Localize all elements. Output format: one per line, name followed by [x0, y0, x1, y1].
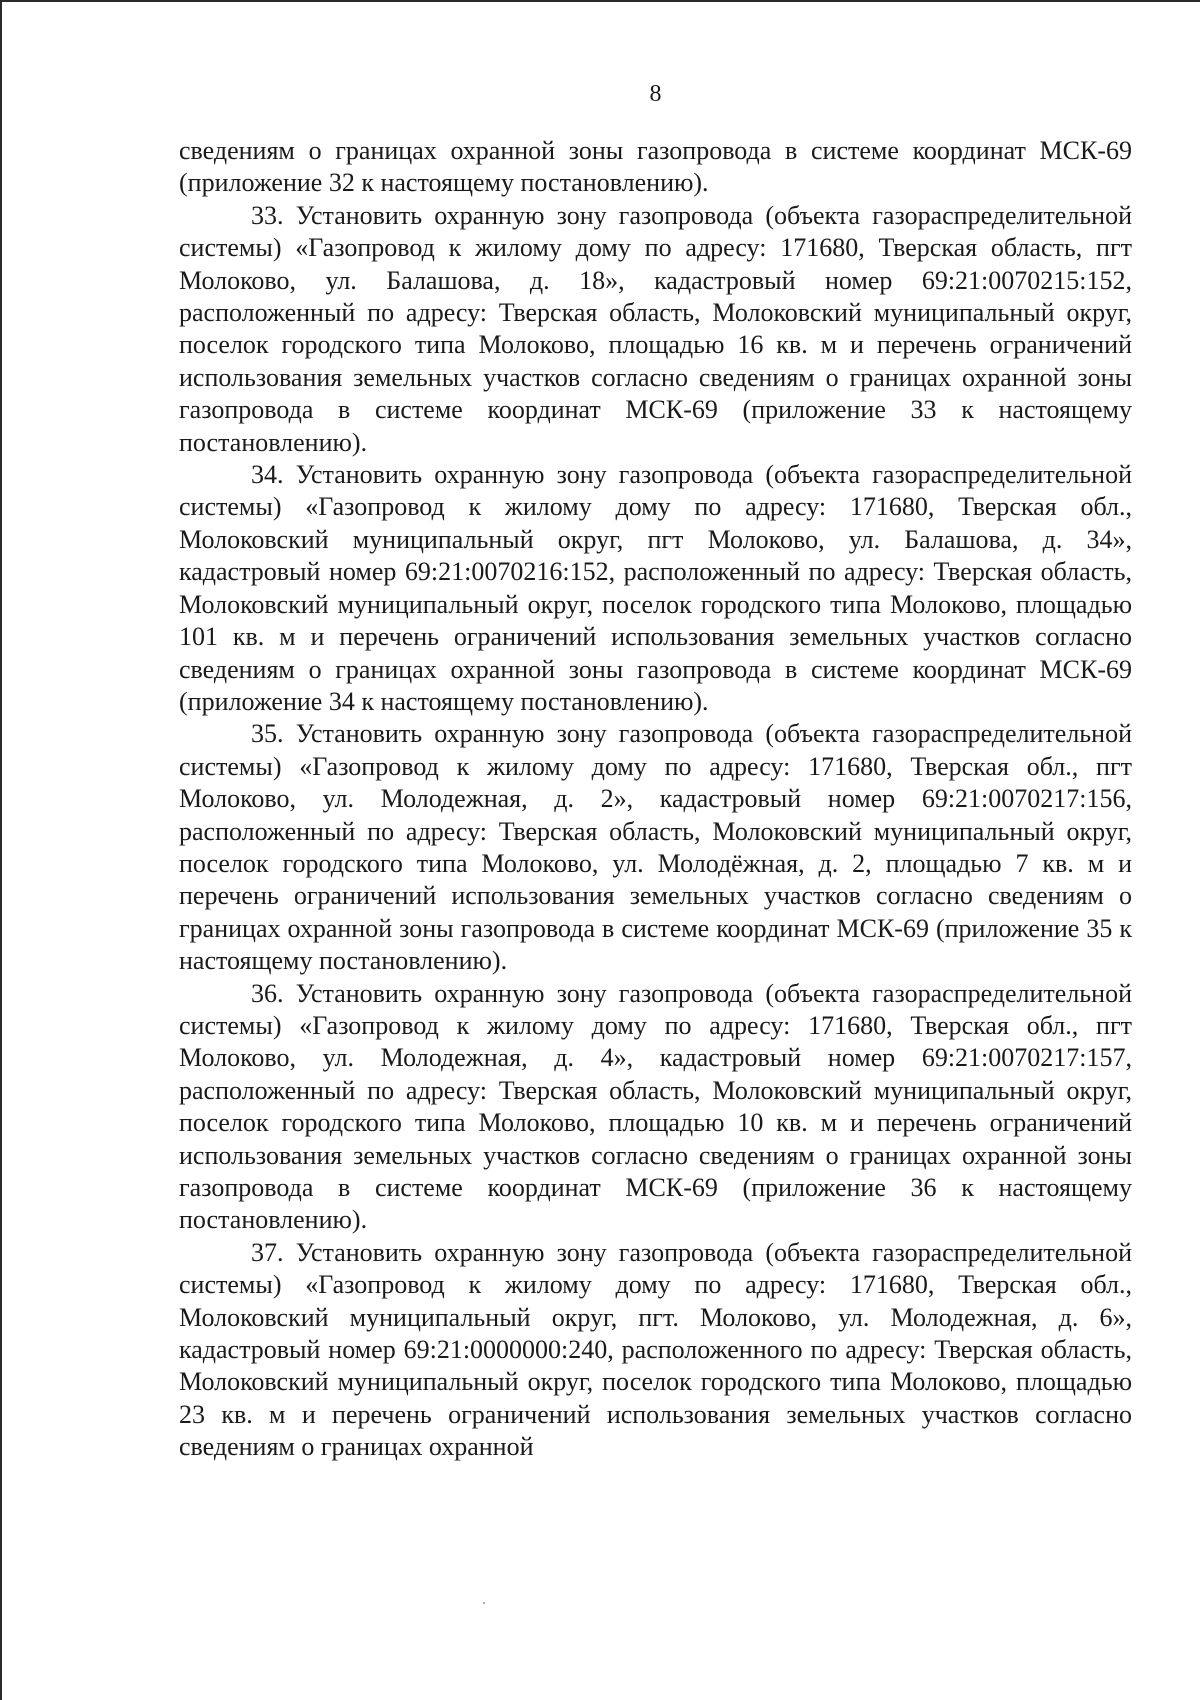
page-number: 8: [649, 81, 662, 107]
paragraph-text: Установить охранную зону газопровода (объекта газораспределительной системы) «Газопровод к жилому дому по адресу: 171680, Тверская обл., Молоковский муниципальный округ, пгт Молоково, ул. Балашова, д. 34», кадастровый номер 69:21:0070216:152, расположенный по адресу: Тверская область, Молоковский муниципальный округ, поселок городского типа Молоково, площадью 101 кв. м и перечень ограничений использования земельных участков согласно сведениям о границах охранной зоны газопровода в системе координат МСК-69 (приложение 34 к настоящему постановлению).: [179, 460, 1132, 716]
paragraph-text: сведениям о границах охранной зоны газопровода в системе координат МСК-69 (приложение 32 к настоящему постановлению).: [179, 136, 1132, 198]
paragraph-number: 36.: [251, 978, 284, 1008]
paragraph-text: Установить охранную зону газопровода (объекта газораспределительной системы) «Газопровод к жилому дому по адресу: 171680, Тверская обл., пгт Молоково, ул. Молодежная, д. 2», кадастровый номер 69:21:0070217:156, расположенный по адресу: Тверская область, Молоковский муниципальный округ, поселок городского типа Молоково, ул. Молодёжная, д. 2, площадью 7 кв. м и перечень ограничений использования земельных участков согласно сведениям о границах охранной зоны газопровода в системе координат МСК-69 (приложение 35 к настоящему постановлению).: [179, 719, 1132, 976]
paragraph-continuation: [179, 135, 1132, 200]
paragraph-item-34: [179, 459, 1132, 718]
paragraph-text: Установить охранную зону газопровода (объекта газораспределительной системы) «Газопровод к жилому дому по адресу: 171680, Тверская обл., пгт Молоково, ул. Молодежная, д. 4», кадастровый номер 69:21:0070217:157, расположенный по адресу: Тверская область, Молоковский муниципальный округ, поселок городского типа Молоково, площадью 10 кв. м и перечень ограничений использования земельных участков согласно сведениям о границах охранной зоны газопровода в системе координат МСК-69 (приложение 36 к настоящему постановлению).: [179, 978, 1132, 1235]
paragraph-item-37: [179, 1237, 1132, 1464]
paragraph-number: 37.: [251, 1237, 284, 1267]
paragraph-item-36: [179, 978, 1132, 1237]
paragraph-item-33: [179, 200, 1132, 459]
paragraph-number: 35.: [251, 719, 284, 749]
document-body: [179, 135, 1132, 1464]
paragraph-number: 34.: [251, 460, 284, 490]
paragraph-text: Установить охранную зону газопровода (объекта газораспределительной системы) «Газопровод к жилому дому по адресу: 171680, Тверская обл., Молоковский муниципальный округ, пгт. Молоково, ул. Молодежная, д. 6», кадастровый номер 69:21:0000000:240, расположенного по адресу: Тверская область, Молоковский муниципальный округ, поселок городского типа Молоково, площадью 23 кв. м и перечень ограничений использования земельных участков согласно сведениям о границах охранной: [179, 1237, 1132, 1462]
paragraph-item-35: [179, 718, 1132, 977]
paragraph-text: Установить охранную зону газопровода (объекта газораспределительной системы) «Газопровод к жилому дому по адресу: 171680, Тверская область, пгт Молоково, ул. Балашова, д. 18», кадастровый номер 69:21:0070215:152, расположенный по адресу: Тверская область, Молоковский муниципальный округ, поселок городского типа Молоково, площадью 16 кв. м и перечень ограничений использования земельных участков согласно сведениям о границах охранной зоны газопровода в системе координат МСК-69 (приложение 33 к настоящему постановлению).: [179, 200, 1132, 457]
paragraph-number: 33.: [251, 200, 284, 230]
scan-speck: [483, 1602, 485, 1604]
